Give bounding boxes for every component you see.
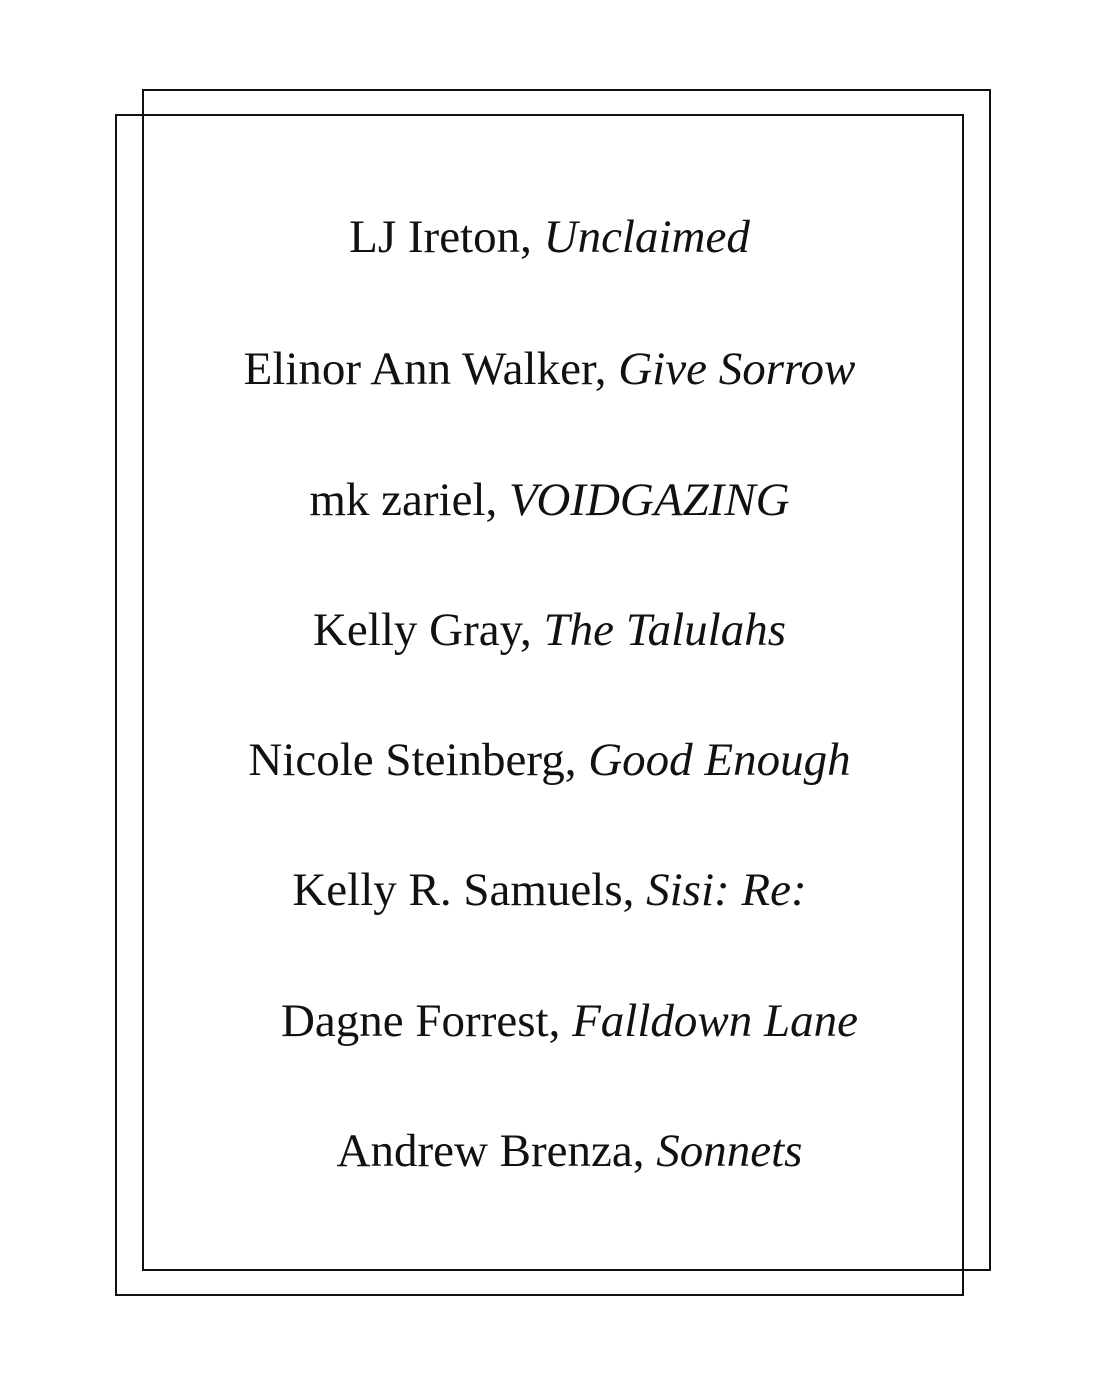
entry-title: VOIDGAZING bbox=[509, 474, 790, 526]
entry-author: Andrew Brenza bbox=[336, 1125, 633, 1177]
decorative-frame-front bbox=[115, 114, 964, 1296]
entry-title: Give Sorrow bbox=[618, 343, 856, 395]
entry-7 bbox=[20, 993, 1099, 1049]
entry-author: Nicole Steinberg bbox=[248, 734, 565, 786]
entry-title: Sonnets bbox=[656, 1125, 803, 1177]
entry-title: Falldown Lane bbox=[572, 995, 858, 1047]
entry-author: Elinor Ann Walker bbox=[243, 343, 595, 395]
entry-title: Good Enough bbox=[588, 734, 851, 786]
entry-separator: , bbox=[622, 864, 647, 916]
entry-author: Dagne Forrest bbox=[280, 995, 549, 1047]
entry-separator: , bbox=[520, 604, 544, 656]
entry-4 bbox=[0, 602, 1099, 658]
entry-8 bbox=[20, 1123, 1099, 1179]
entry-author: mk zariel bbox=[309, 474, 486, 526]
entry-separator: , bbox=[520, 211, 544, 263]
entry-separator: , bbox=[548, 995, 573, 1047]
entry-1 bbox=[0, 209, 1099, 265]
entry-separator: , bbox=[485, 474, 510, 526]
entry-title: Unclaimed bbox=[543, 211, 750, 263]
entry-3 bbox=[0, 472, 1099, 528]
entry-6 bbox=[0, 862, 1099, 918]
entry-5 bbox=[0, 732, 1099, 788]
entry-author: LJ Ireton bbox=[349, 211, 521, 263]
entry-separator: , bbox=[632, 1125, 657, 1177]
entry-author: Kelly R. Samuels bbox=[292, 864, 623, 916]
entry-separator: , bbox=[594, 343, 619, 395]
entry-title: Sisi: Re: bbox=[646, 864, 807, 916]
entry-2 bbox=[0, 341, 1099, 397]
entry-author: Kelly Gray bbox=[312, 604, 521, 656]
entry-title: The Talulahs bbox=[543, 604, 787, 656]
entry-separator: , bbox=[564, 734, 589, 786]
